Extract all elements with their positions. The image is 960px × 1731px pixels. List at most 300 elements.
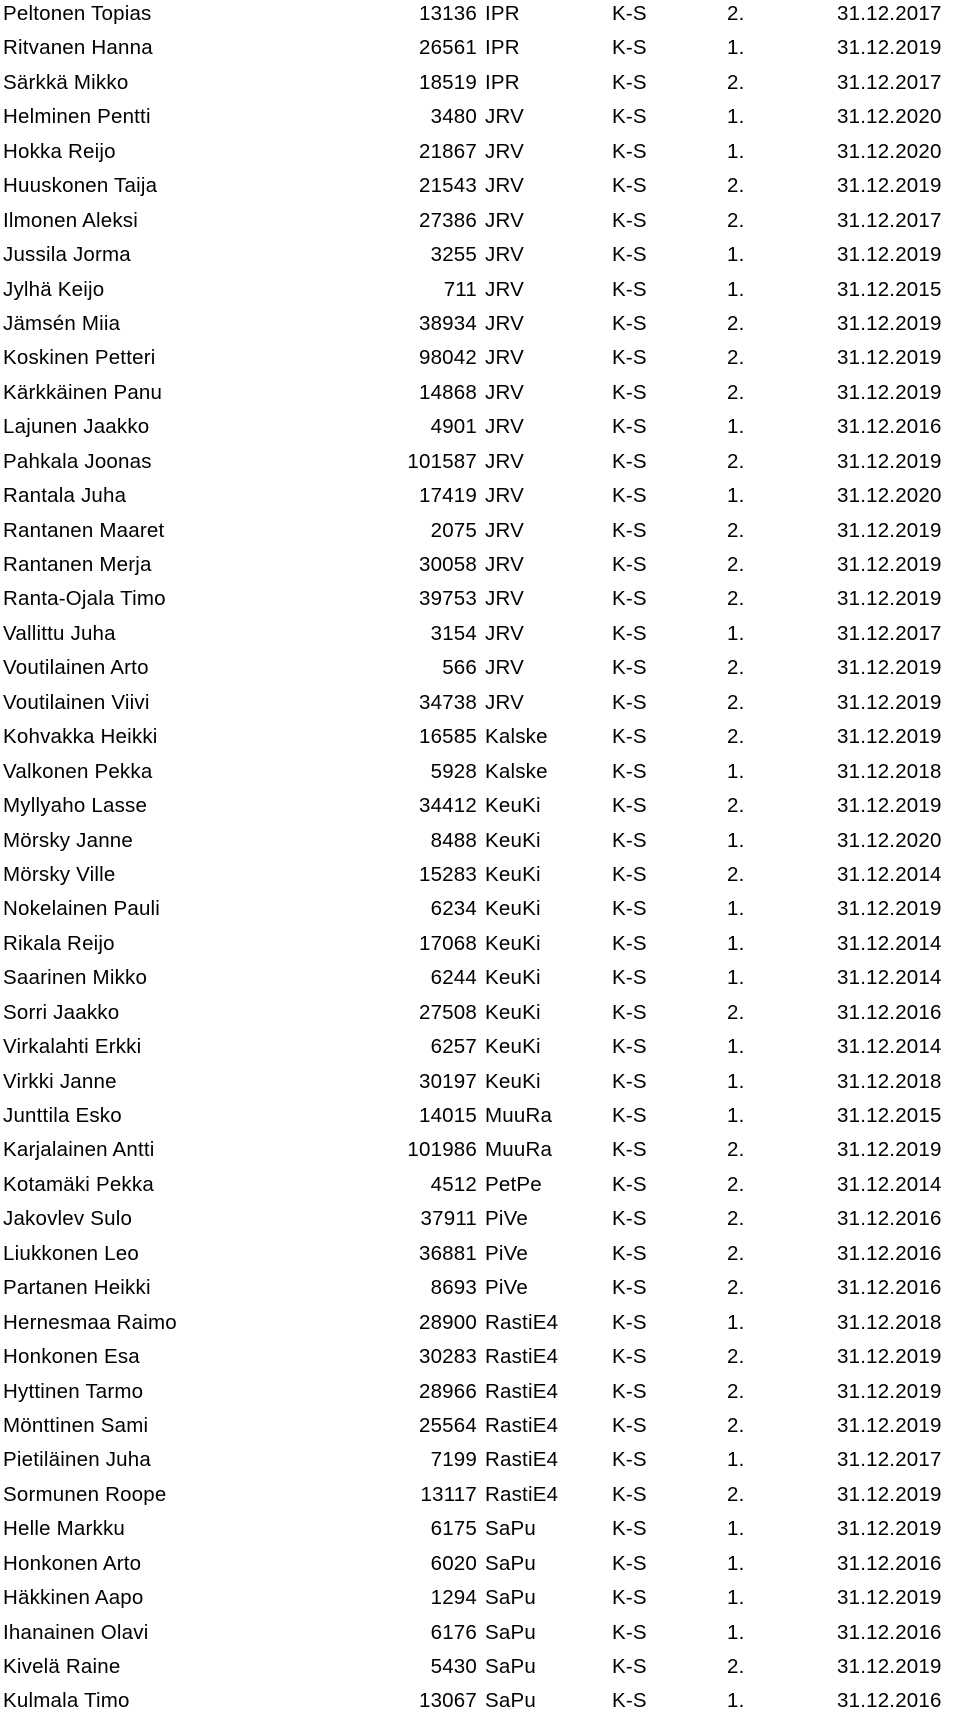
class-level: 1. bbox=[727, 1035, 745, 1059]
member-number: 5430 bbox=[430, 1655, 477, 1678]
expiry-date: 31.12.2016 bbox=[837, 1000, 942, 1024]
person-name: Hokka Reijo bbox=[3, 139, 116, 163]
table-row bbox=[0, 930, 960, 964]
person-name: Peltonen Topias bbox=[3, 2, 152, 25]
club-name: RastiE4 bbox=[485, 1310, 559, 1334]
expiry-date: 31.12.2014 bbox=[837, 862, 942, 886]
member-number: 98042 bbox=[418, 346, 477, 370]
class-level: 2. bbox=[727, 587, 745, 611]
class-level: 1. bbox=[727, 484, 745, 508]
table-row bbox=[0, 103, 960, 137]
expiry-date: 31.12.2017 bbox=[837, 70, 942, 94]
district-code: K-S bbox=[612, 2, 647, 25]
expiry-date: 31.12.2019 bbox=[837, 1138, 942, 1162]
class-level: 2. bbox=[727, 1207, 745, 1231]
district-code: K-S bbox=[612, 346, 647, 370]
club-name: JRV bbox=[485, 690, 524, 714]
expiry-date: 31.12.2015 bbox=[837, 277, 942, 301]
class-level: 1. bbox=[727, 828, 745, 852]
member-number: 8693 bbox=[430, 1276, 477, 1300]
club-name: RastiE4 bbox=[485, 1482, 559, 1506]
expiry-date: 31.12.2016 bbox=[837, 1689, 942, 1713]
person-name: Häkkinen Aapo bbox=[3, 1586, 144, 1610]
club-name: JRV bbox=[485, 656, 524, 680]
table-row bbox=[0, 1309, 960, 1343]
member-number: 30197 bbox=[418, 1069, 477, 1093]
person-name: Hernesmaa Raimo bbox=[3, 1310, 177, 1334]
person-name: Honkonen Arto bbox=[3, 1551, 142, 1575]
person-name: Kärkkäinen Panu bbox=[3, 380, 163, 404]
person-name: Sormunen Roope bbox=[3, 1482, 167, 1506]
member-number: 17068 bbox=[418, 931, 477, 955]
person-name: Nokelainen Pauli bbox=[3, 897, 161, 921]
district-code: K-S bbox=[612, 794, 647, 818]
person-name: Jylhä Keijo bbox=[3, 277, 105, 301]
expiry-date: 31.12.2016 bbox=[837, 1276, 942, 1300]
member-number: 6176 bbox=[430, 1620, 477, 1644]
class-level: 1. bbox=[727, 621, 745, 645]
member-number: 3154 bbox=[430, 621, 477, 645]
district-code: K-S bbox=[612, 966, 647, 990]
class-level: 2. bbox=[727, 1241, 745, 1265]
person-name: Kivelä Raine bbox=[3, 1655, 121, 1678]
table-row bbox=[0, 34, 960, 68]
table-row bbox=[0, 1687, 960, 1721]
club-name: JRV bbox=[485, 553, 524, 576]
district-code: K-S bbox=[612, 1310, 647, 1334]
table-row bbox=[0, 861, 960, 895]
expiry-date: 31.12.2016 bbox=[837, 1551, 942, 1575]
table-row bbox=[0, 964, 960, 998]
expiry-date: 31.12.2017 bbox=[837, 208, 942, 232]
district-code: K-S bbox=[612, 277, 647, 301]
table-row bbox=[0, 1171, 960, 1205]
expiry-date: 31.12.2018 bbox=[837, 759, 942, 783]
club-name: JRV bbox=[485, 105, 524, 129]
person-name: Rantanen Merja bbox=[3, 553, 152, 576]
class-level: 2. bbox=[727, 1138, 745, 1162]
club-name: RastiE4 bbox=[485, 1448, 559, 1472]
district-code: K-S bbox=[612, 1689, 647, 1713]
table-row bbox=[0, 1515, 960, 1549]
class-level: 2. bbox=[727, 1172, 745, 1196]
club-name: JRV bbox=[485, 518, 524, 542]
expiry-date: 31.12.2019 bbox=[837, 587, 942, 611]
person-name: Saarinen Mikko bbox=[3, 966, 148, 990]
table-row bbox=[0, 1274, 960, 1308]
expiry-date: 31.12.2019 bbox=[837, 897, 942, 921]
person-name: Rantanen Maaret bbox=[3, 518, 165, 542]
class-level: 1. bbox=[727, 931, 745, 955]
club-name: SaPu bbox=[485, 1517, 536, 1541]
club-name: KeuKi bbox=[485, 828, 541, 852]
club-name: MuuRa bbox=[485, 1104, 553, 1127]
club-name: PetPe bbox=[485, 1172, 542, 1196]
person-name: Ilmonen Aleksi bbox=[3, 208, 138, 232]
member-number: 13117 bbox=[420, 1482, 477, 1506]
class-level: 1. bbox=[727, 1310, 745, 1334]
person-name: Mönttinen Sami bbox=[3, 1413, 149, 1437]
district-code: K-S bbox=[612, 484, 647, 508]
district-code: K-S bbox=[612, 897, 647, 921]
expiry-date: 31.12.2014 bbox=[837, 966, 942, 990]
club-name: KeuKi bbox=[485, 862, 541, 886]
table-row bbox=[0, 827, 960, 861]
club-name: KeuKi bbox=[485, 966, 541, 990]
member-number: 7199 bbox=[430, 1448, 477, 1472]
class-level: 2. bbox=[727, 1000, 745, 1024]
class-level: 1. bbox=[727, 1586, 745, 1610]
table-row bbox=[0, 1240, 960, 1274]
club-name: KeuKi bbox=[485, 1069, 541, 1093]
table-row bbox=[0, 999, 960, 1033]
person-name: Ranta-Ojala Timo bbox=[3, 587, 166, 611]
expiry-date: 31.12.2019 bbox=[837, 311, 942, 335]
person-name: Hyttinen Tarmo bbox=[3, 1379, 144, 1403]
member-number: 37911 bbox=[420, 1207, 477, 1231]
expiry-date: 31.12.2019 bbox=[837, 794, 942, 818]
club-name: SaPu bbox=[485, 1586, 536, 1610]
person-name: Lajunen Jaakko bbox=[3, 415, 150, 439]
club-name: RastiE4 bbox=[485, 1345, 559, 1369]
club-name: KeuKi bbox=[485, 931, 541, 955]
member-number: 18519 bbox=[418, 70, 477, 94]
member-number: 3255 bbox=[430, 243, 477, 267]
member-number: 16585 bbox=[418, 725, 477, 749]
member-number: 30283 bbox=[418, 1345, 477, 1369]
member-number: 1294 bbox=[430, 1586, 477, 1610]
district-code: K-S bbox=[612, 380, 647, 404]
table-row bbox=[0, 895, 960, 929]
class-level: 2. bbox=[727, 208, 745, 232]
expiry-date: 31.12.2019 bbox=[837, 1413, 942, 1437]
district-code: K-S bbox=[612, 621, 647, 645]
member-number: 8488 bbox=[430, 828, 477, 852]
class-level: 2. bbox=[727, 1276, 745, 1300]
expiry-date: 31.12.2016 bbox=[837, 1207, 942, 1231]
class-level: 2. bbox=[727, 1413, 745, 1437]
district-code: K-S bbox=[612, 415, 647, 439]
expiry-date: 31.12.2019 bbox=[837, 346, 942, 370]
member-number: 28966 bbox=[418, 1379, 477, 1403]
expiry-date: 31.12.2019 bbox=[837, 380, 942, 404]
member-number: 6234 bbox=[430, 897, 477, 921]
member-number: 2075 bbox=[430, 518, 477, 542]
person-name: Kulmala Timo bbox=[3, 1689, 130, 1713]
expiry-date: 31.12.2014 bbox=[837, 1035, 942, 1059]
class-level: 2. bbox=[727, 2, 745, 25]
table-row bbox=[0, 758, 960, 792]
district-code: K-S bbox=[612, 1586, 647, 1610]
expiry-date: 31.12.2019 bbox=[837, 1655, 942, 1678]
district-code: K-S bbox=[612, 1413, 647, 1437]
expiry-date: 31.12.2020 bbox=[837, 484, 942, 508]
person-name: Särkkä Mikko bbox=[3, 70, 129, 94]
district-code: K-S bbox=[612, 759, 647, 783]
table-row bbox=[0, 172, 960, 206]
class-level: 2. bbox=[727, 656, 745, 680]
member-number: 13067 bbox=[418, 1689, 477, 1713]
table-row bbox=[0, 0, 960, 34]
class-level: 2. bbox=[727, 690, 745, 714]
table-row bbox=[0, 207, 960, 241]
person-name: Voutilainen Viivi bbox=[3, 690, 150, 714]
club-name: PiVe bbox=[485, 1207, 528, 1231]
club-name: SaPu bbox=[485, 1551, 536, 1575]
class-level: 1. bbox=[727, 105, 745, 129]
club-name: Kalske bbox=[485, 725, 548, 749]
person-name: Valkonen Pekka bbox=[3, 759, 153, 783]
class-level: 2. bbox=[727, 1482, 745, 1506]
person-name: Koskinen Petteri bbox=[3, 346, 156, 370]
club-name: JRV bbox=[485, 449, 524, 473]
club-name: JRV bbox=[485, 587, 524, 611]
person-name: Rantala Juha bbox=[3, 484, 127, 508]
class-level: 2. bbox=[727, 553, 745, 576]
table-row bbox=[0, 517, 960, 551]
table-row bbox=[0, 69, 960, 103]
person-name: Huuskonen Taija bbox=[3, 174, 158, 198]
club-name: JRV bbox=[485, 139, 524, 163]
club-name: Kalske bbox=[485, 759, 548, 783]
class-level: 1. bbox=[727, 1517, 745, 1541]
club-name: IPR bbox=[485, 36, 520, 60]
class-level: 2. bbox=[727, 70, 745, 94]
expiry-date: 31.12.2019 bbox=[837, 1482, 942, 1506]
class-level: 2. bbox=[727, 311, 745, 335]
class-level: 1. bbox=[727, 415, 745, 439]
table-row bbox=[0, 792, 960, 826]
club-name: JRV bbox=[485, 346, 524, 370]
class-level: 1. bbox=[727, 1620, 745, 1644]
club-name: JRV bbox=[485, 311, 524, 335]
district-code: K-S bbox=[612, 449, 647, 473]
district-code: K-S bbox=[612, 36, 647, 60]
class-level: 2. bbox=[727, 794, 745, 818]
member-number: 27386 bbox=[418, 208, 477, 232]
table-row bbox=[0, 1378, 960, 1412]
person-name: Jussila Jorma bbox=[3, 243, 131, 267]
class-level: 1. bbox=[727, 1069, 745, 1093]
member-number: 34412 bbox=[418, 794, 477, 818]
person-name: Partanen Heikki bbox=[3, 1276, 151, 1300]
district-code: K-S bbox=[612, 243, 647, 267]
table-row bbox=[0, 241, 960, 275]
district-code: K-S bbox=[612, 311, 647, 335]
club-name: MuuRa bbox=[485, 1138, 553, 1162]
class-level: 1. bbox=[727, 759, 745, 783]
class-level: 1. bbox=[727, 1551, 745, 1575]
member-number: 3480 bbox=[430, 105, 477, 129]
expiry-date: 31.12.2019 bbox=[837, 243, 942, 267]
club-name: JRV bbox=[485, 243, 524, 267]
person-name: Virkki Janne bbox=[3, 1069, 117, 1093]
member-number: 566 bbox=[442, 656, 477, 680]
member-number: 6257 bbox=[430, 1035, 477, 1059]
expiry-date: 31.12.2018 bbox=[837, 1069, 942, 1093]
district-code: K-S bbox=[612, 1241, 647, 1265]
member-number: 13136 bbox=[418, 2, 477, 25]
table-row bbox=[0, 1584, 960, 1618]
club-name: KeuKi bbox=[485, 897, 541, 921]
class-level: 2. bbox=[727, 380, 745, 404]
club-name: IPR bbox=[485, 2, 520, 25]
class-level: 2. bbox=[727, 862, 745, 886]
district-code: K-S bbox=[612, 1379, 647, 1403]
member-number: 39753 bbox=[418, 587, 477, 611]
member-number: 38934 bbox=[418, 311, 477, 335]
class-level: 1. bbox=[727, 139, 745, 163]
district-code: K-S bbox=[612, 1138, 647, 1162]
person-name: Ritvanen Hanna bbox=[3, 36, 153, 60]
table-row bbox=[0, 413, 960, 447]
district-code: K-S bbox=[612, 1035, 647, 1059]
person-name: Jakovlev Sulo bbox=[3, 1207, 133, 1231]
table-row bbox=[0, 482, 960, 516]
class-level: 1. bbox=[727, 243, 745, 267]
person-name: Myllyaho Lasse bbox=[3, 794, 148, 818]
district-code: K-S bbox=[612, 70, 647, 94]
district-code: K-S bbox=[612, 174, 647, 198]
club-name: KeuKi bbox=[485, 794, 541, 818]
member-number: 4512 bbox=[430, 1172, 477, 1196]
district-code: K-S bbox=[612, 1000, 647, 1024]
expiry-date: 31.12.2020 bbox=[837, 828, 942, 852]
member-number: 14868 bbox=[418, 380, 477, 404]
district-code: K-S bbox=[612, 725, 647, 749]
district-code: K-S bbox=[612, 1655, 647, 1678]
class-level: 1. bbox=[727, 36, 745, 60]
district-code: K-S bbox=[612, 1345, 647, 1369]
district-code: K-S bbox=[612, 105, 647, 129]
table-row bbox=[0, 1343, 960, 1377]
person-name: Sorri Jaakko bbox=[3, 1000, 120, 1024]
table-row bbox=[0, 654, 960, 688]
class-level: 1. bbox=[727, 966, 745, 990]
district-code: K-S bbox=[612, 553, 647, 576]
class-level: 1. bbox=[727, 1448, 745, 1472]
district-code: K-S bbox=[612, 862, 647, 886]
member-number: 14015 bbox=[418, 1104, 477, 1127]
class-level: 2. bbox=[727, 449, 745, 473]
person-name: Mörsky Ville bbox=[3, 862, 116, 886]
member-number: 6244 bbox=[430, 966, 477, 990]
class-level: 1. bbox=[727, 1104, 745, 1127]
expiry-date: 31.12.2019 bbox=[837, 656, 942, 680]
expiry-date: 31.12.2016 bbox=[837, 415, 942, 439]
table-row bbox=[0, 689, 960, 723]
person-name: Mörsky Janne bbox=[3, 828, 134, 852]
class-level: 2. bbox=[727, 1655, 745, 1678]
club-name: JRV bbox=[485, 380, 524, 404]
table-row bbox=[0, 1481, 960, 1515]
table-row bbox=[0, 138, 960, 172]
member-number: 36881 bbox=[418, 1241, 477, 1265]
member-number: 711 bbox=[443, 277, 477, 301]
district-code: K-S bbox=[612, 587, 647, 611]
club-name: JRV bbox=[485, 415, 524, 439]
club-name: JRV bbox=[485, 208, 524, 232]
member-number: 34738 bbox=[418, 690, 477, 714]
expiry-date: 31.12.2020 bbox=[837, 105, 942, 129]
club-name: JRV bbox=[485, 277, 524, 301]
table-row bbox=[0, 1068, 960, 1102]
person-name: Virkalahti Erkki bbox=[3, 1035, 142, 1059]
district-code: K-S bbox=[612, 1069, 647, 1093]
person-name: Helminen Pentti bbox=[3, 105, 151, 129]
person-name: Pahkala Joonas bbox=[3, 449, 152, 473]
member-number: 28900 bbox=[418, 1310, 477, 1334]
expiry-date: 31.12.2014 bbox=[837, 1172, 942, 1196]
table-row bbox=[0, 1619, 960, 1653]
district-code: K-S bbox=[612, 1482, 647, 1506]
expiry-date: 31.12.2019 bbox=[837, 1586, 942, 1610]
member-number: 6020 bbox=[430, 1551, 477, 1575]
expiry-date: 31.12.2017 bbox=[837, 2, 942, 25]
expiry-date: 31.12.2019 bbox=[837, 1517, 942, 1541]
table-row bbox=[0, 1033, 960, 1067]
person-name: Voutilainen Arto bbox=[3, 656, 149, 680]
member-number: 25564 bbox=[418, 1413, 477, 1437]
district-code: K-S bbox=[612, 518, 647, 542]
club-name: SaPu bbox=[485, 1689, 536, 1713]
table-row bbox=[0, 1102, 960, 1136]
expiry-date: 31.12.2018 bbox=[837, 1310, 942, 1334]
person-name: Vallittu Juha bbox=[3, 621, 116, 645]
district-code: K-S bbox=[612, 1276, 647, 1300]
class-level: 2. bbox=[727, 1345, 745, 1369]
member-number: 27508 bbox=[418, 1000, 477, 1024]
expiry-date: 31.12.2019 bbox=[837, 1345, 942, 1369]
club-name: SaPu bbox=[485, 1655, 536, 1678]
district-code: K-S bbox=[612, 828, 647, 852]
expiry-date: 31.12.2019 bbox=[837, 449, 942, 473]
club-name: IPR bbox=[485, 70, 520, 94]
club-name: KeuKi bbox=[485, 1035, 541, 1059]
class-level: 2. bbox=[727, 174, 745, 198]
district-code: K-S bbox=[612, 1104, 647, 1127]
class-level: 2. bbox=[727, 1379, 745, 1403]
club-name: PiVe bbox=[485, 1241, 528, 1265]
class-level: 1. bbox=[727, 277, 745, 301]
person-name: Liukkonen Leo bbox=[3, 1241, 139, 1265]
table-row bbox=[0, 723, 960, 757]
table-row bbox=[0, 276, 960, 310]
member-number: 21543 bbox=[418, 174, 477, 198]
table-row bbox=[0, 620, 960, 654]
member-number: 101587 bbox=[407, 449, 477, 473]
club-name: JRV bbox=[485, 621, 524, 645]
district-code: K-S bbox=[612, 139, 647, 163]
district-code: K-S bbox=[612, 1620, 647, 1644]
club-name: JRV bbox=[485, 484, 524, 508]
expiry-date: 31.12.2017 bbox=[837, 1448, 942, 1472]
table-row bbox=[0, 344, 960, 378]
district-code: K-S bbox=[612, 1517, 647, 1541]
club-name: RastiE4 bbox=[485, 1413, 559, 1437]
district-code: K-S bbox=[612, 1448, 647, 1472]
table-row bbox=[0, 1446, 960, 1480]
club-name: PiVe bbox=[485, 1276, 528, 1300]
table-row bbox=[0, 448, 960, 482]
person-name: Karjalainen Antti bbox=[3, 1138, 155, 1162]
district-code: K-S bbox=[612, 690, 647, 714]
district-code: K-S bbox=[612, 1551, 647, 1575]
person-name: Helle Markku bbox=[3, 1517, 126, 1541]
class-level: 2. bbox=[727, 518, 745, 542]
person-name: Pietiläinen Juha bbox=[3, 1448, 151, 1472]
class-level: 1. bbox=[727, 897, 745, 921]
